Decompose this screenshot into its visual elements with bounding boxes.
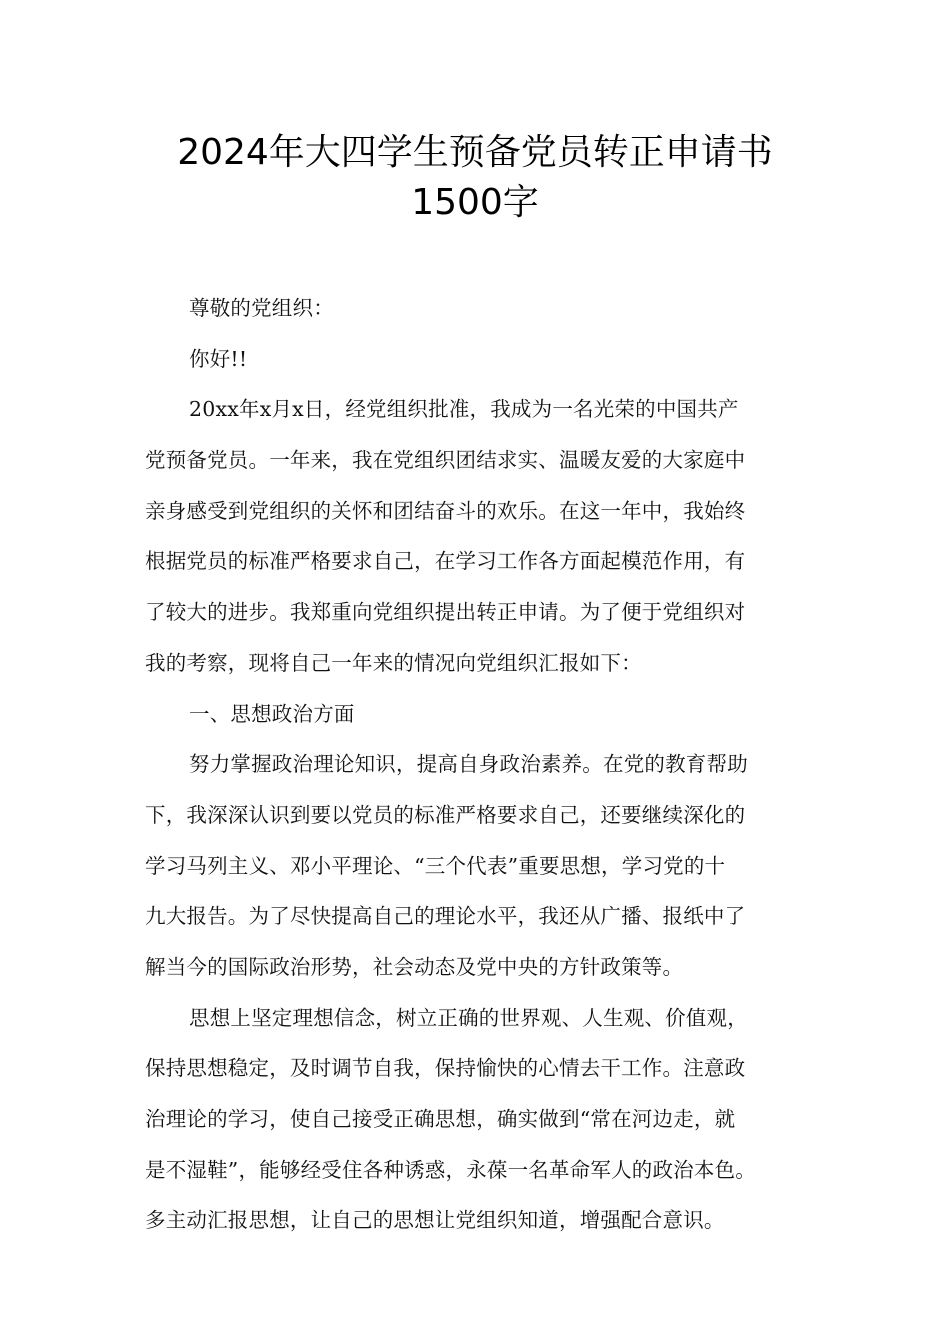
body-line: 了较大的进步。我郑重向党组织提出转正申请。为了便于党组织对: [145, 600, 746, 625]
document-body: [145, 283, 825, 1246]
body-line: 根据党员的标准严格要求自己，在学习工作各方面起模范作用，有: [145, 549, 746, 574]
document-title-line-2: 1500字: [411, 182, 539, 223]
body-line: 努力掌握政治理论知识，提高自身政治素养。在党的教育帮助: [189, 752, 748, 777]
body-line: 党预备党员。一年来，我在党组织团结求实、温暖友爱的大家庭中: [145, 448, 746, 473]
body-line: 九大报告。为了尽快提高自己的理论水平，我还从广播、报纸中了: [145, 904, 746, 929]
body-line: 我的考察，现将自己一年来的情况向党组织汇报如下：: [145, 650, 642, 675]
body-line: 20xx年x月x日，经党组织批准，我成为一名光荣的中国共产: [189, 397, 739, 422]
body-line: 下，我深深认识到要以党员的标准严格要求自己，还要继续深化的: [145, 802, 746, 827]
body-line: 亲身感受到党组织的关怀和团结奋斗的欢乐。在这一年中，我始终: [145, 498, 746, 523]
body-line: 思想上坚定理想信念，树立正确的世界观、人生观、价值观，: [189, 1005, 748, 1030]
body-line: 保持思想稳定，及时调节自我，保持愉快的心情去干工作。注意政: [145, 1056, 746, 1081]
body-line: 是不湿鞋”，能够经受住各种诱惑，永葆一名革命军人的政治本色。: [145, 1157, 756, 1182]
document-title-line-1: 2024年大四学生预备党员转正申请书: [177, 132, 773, 173]
body-line: 治理论的学习，使自己接受正确思想，确实做到“常在河边走，就: [145, 1107, 736, 1131]
body-line: 多主动汇报思想，让自己的思想让党组织知道，增强配合意识。: [145, 1208, 725, 1233]
body-line: 解当今的国际政治形势，社会动态及党中央的方针政策等。: [145, 954, 684, 979]
section-heading: 一、思想政治方面: [189, 701, 355, 726]
salutation: 尊敬的党组织：: [189, 296, 334, 320]
greeting: 你好!!: [189, 346, 248, 371]
body-line: 学习马列主义、邓小平理论、“三个代表”重要思想，学习党的十: [145, 853, 726, 878]
